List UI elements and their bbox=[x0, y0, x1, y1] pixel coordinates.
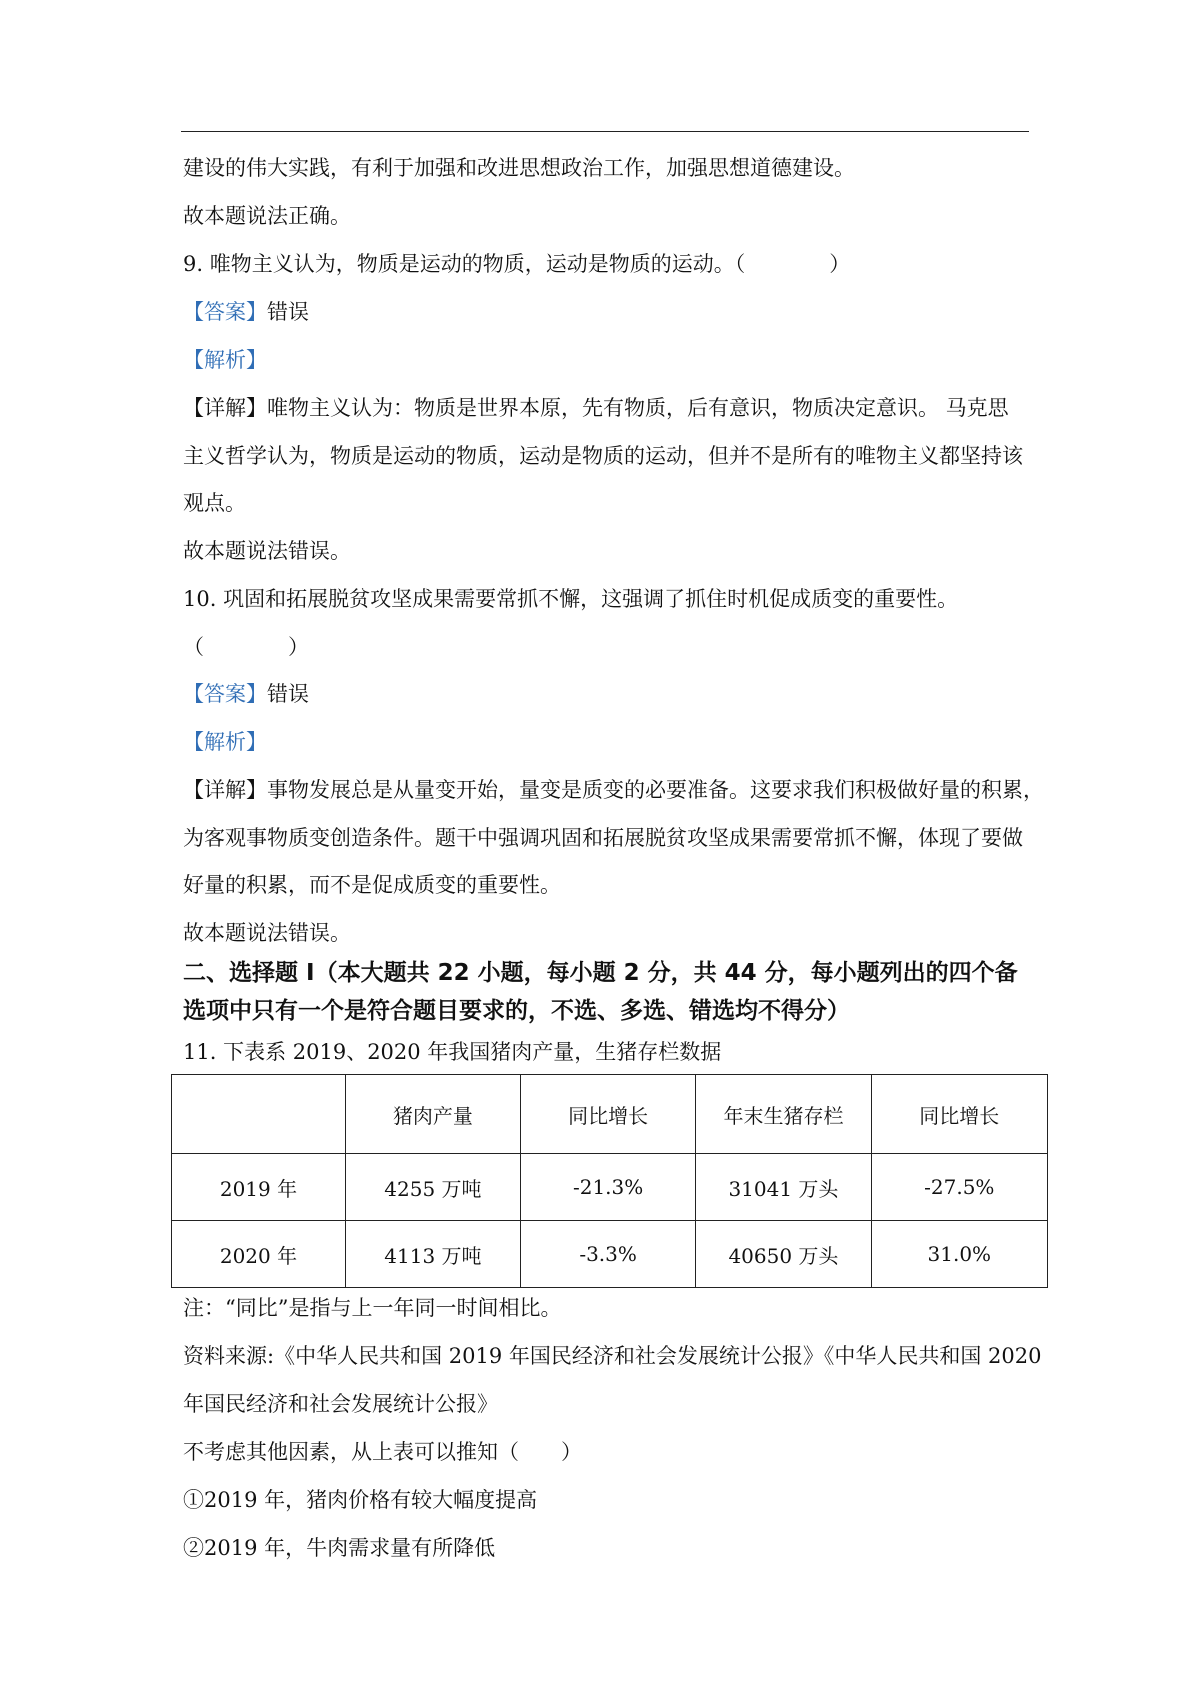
section-heading: 二、选择题 I（本大题共 22 小题，每小题 2 分，共 44 分，每小题列出的四个备 bbox=[183, 960, 1018, 986]
table-header-cell: 同比增长 bbox=[871, 1075, 1047, 1154]
analysis-tag: 【解析】 bbox=[183, 730, 267, 754]
source-line: 资料来源:《中华人民共和国 2019 年国民经济和社会发展统计公报》《中华人民共和国 2020 bbox=[183, 1344, 1042, 1368]
table-cell: 31041 万头 bbox=[696, 1154, 871, 1221]
detail-line: 好量的积累，而不是促成质变的重要性。 bbox=[183, 873, 561, 897]
table-cell: -3.3% bbox=[520, 1221, 695, 1288]
table-header-cell: 同比增长 bbox=[520, 1075, 695, 1154]
question-stem: 不考虑其他因素，从上表可以推知（ ） bbox=[183, 1440, 582, 1464]
table-cell: 31.0% bbox=[871, 1221, 1047, 1288]
option-item: ①2019 年，猪肉价格有较大幅度提高 bbox=[183, 1488, 538, 1512]
table-header-row bbox=[172, 1075, 1048, 1154]
answer-value: 错误 bbox=[267, 682, 309, 706]
q9-answer-line bbox=[183, 298, 309, 326]
question-10: 10. 巩固和拓展脱贫攻坚成果需要常抓不懈，这强调了抓住时机促成质变的重要性。 bbox=[183, 587, 959, 611]
table-cell: 2019 年 bbox=[172, 1154, 346, 1221]
header-rule bbox=[181, 131, 1029, 132]
source-line: 年国民经济和社会发展统计公报》 bbox=[183, 1392, 498, 1416]
detail-line: 【详解】唯物主义认为：物质是世界本原，先有物质，后有意识，物质决定意识。 马克思 bbox=[183, 396, 1009, 420]
conclusion-line: 故本题说法错误。 bbox=[183, 921, 351, 945]
table-cell: 2020 年 bbox=[172, 1221, 346, 1288]
detail-line: 【详解】事物发展总是从量变开始，量变是质变的必要准备。这要求我们积极做好量的积累， bbox=[183, 778, 1044, 802]
table-row bbox=[172, 1154, 1048, 1221]
detail-line: 为客观事物质变创造条件。题干中强调巩固和拓展脱贫攻坚成果需要常抓不懈，体现了要做 bbox=[183, 826, 1023, 850]
detail-line: 观点。 bbox=[183, 491, 246, 515]
q10-answer-line bbox=[183, 680, 309, 708]
table-header-cell: 猪肉产量 bbox=[345, 1075, 520, 1154]
answer-value: 错误 bbox=[267, 300, 309, 324]
text-line: 建设的伟大实践，有利于加强和改进思想政治工作，加强思想道德建设。 bbox=[183, 156, 855, 180]
data-table bbox=[171, 1074, 1048, 1288]
question-9: 9. 唯物主义认为，物质是运动的物质，运动是物质的运动。（ ） bbox=[183, 252, 851, 276]
detail-line: 主义哲学认为，物质是运动的物质，运动是物质的运动，但并不是所有的唯物主义都坚持该 bbox=[183, 444, 1023, 468]
table-note: 注：“同比”是指与上一年同一时间相比。 bbox=[183, 1296, 562, 1320]
table-cell: -27.5% bbox=[871, 1154, 1047, 1221]
conclusion-line: 故本题说法错误。 bbox=[183, 539, 351, 563]
option-item: ②2019 年，牛肉需求量有所降低 bbox=[183, 1536, 496, 1560]
analysis-tag: 【解析】 bbox=[183, 348, 267, 372]
answer-blank: （ ） bbox=[183, 635, 309, 659]
table-cell: 4113 万吨 bbox=[345, 1221, 520, 1288]
question-11: 11. 下表系 2019、2020 年我国猪肉产量，生猪存栏数据 bbox=[183, 1040, 722, 1064]
section-heading: 选项中只有一个是符合题目要求的，不选、多选、错选均不得分） bbox=[183, 998, 850, 1024]
table-cell: 4255 万吨 bbox=[345, 1154, 520, 1221]
table-header-cell: 年末生猪存栏 bbox=[696, 1075, 871, 1154]
answer-tag: 【答案】 bbox=[183, 682, 267, 706]
table-cell: 40650 万头 bbox=[696, 1221, 871, 1288]
text-line: 故本题说法正确。 bbox=[183, 204, 351, 228]
table-cell: -21.3% bbox=[520, 1154, 695, 1221]
table-row bbox=[172, 1221, 1048, 1288]
answer-tag: 【答案】 bbox=[183, 300, 267, 324]
table-header-cell bbox=[172, 1075, 346, 1154]
